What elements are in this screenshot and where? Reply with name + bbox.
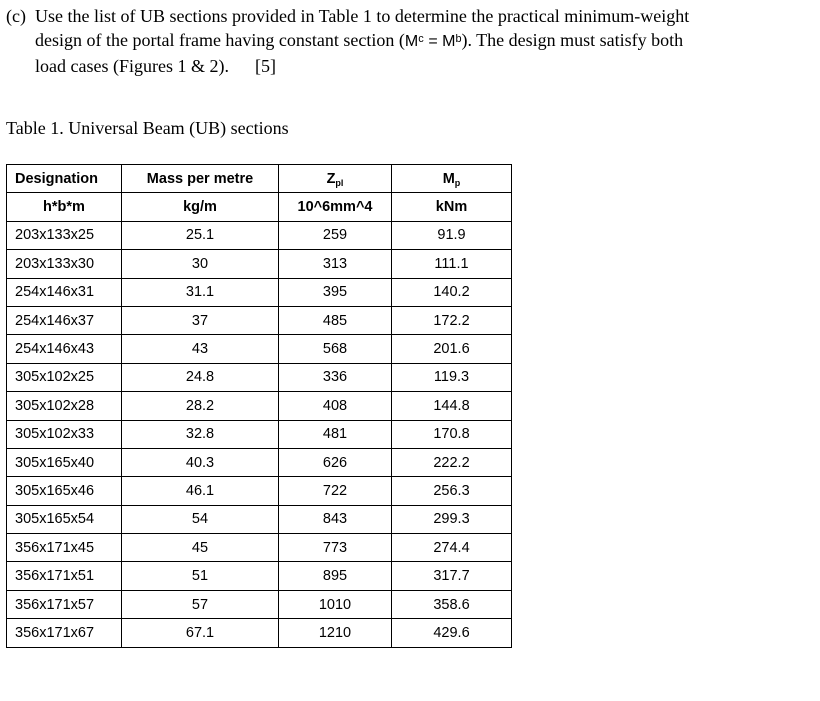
question-text [35, 4, 818, 78]
cell-mp: 170.8 [392, 420, 512, 448]
cell-mass: 43 [122, 335, 279, 363]
table-row [7, 534, 512, 562]
cell-mass: 57 [122, 590, 279, 618]
moment-equality-formula: Mᶜ = Mᵇ [404, 33, 462, 50]
header-mass: Mass per metre [122, 165, 279, 193]
cell-mass: 25.1 [122, 221, 279, 249]
cell-zpl: 408 [279, 392, 392, 420]
question-label: (c) [6, 6, 26, 26]
cell-mass: 30 [122, 250, 279, 278]
table-row [7, 619, 512, 647]
cell-mp: 299.3 [392, 505, 512, 533]
cell-designation: 305x102x33 [7, 420, 122, 448]
question-line-2 [35, 28, 818, 54]
cell-mass: 54 [122, 505, 279, 533]
unit-mp: kNm [392, 193, 512, 221]
cell-mass: 51 [122, 562, 279, 590]
cell-mass: 46.1 [122, 477, 279, 505]
cell-zpl: 485 [279, 306, 392, 334]
cell-zpl: 1210 [279, 619, 392, 647]
cell-designation: 254x146x37 [7, 306, 122, 334]
cell-zpl: 722 [279, 477, 392, 505]
cell-mp: 111.1 [392, 250, 512, 278]
cell-mp: 317.7 [392, 562, 512, 590]
question-line-3-text: load cases (Figures 1 & 2). [35, 56, 229, 76]
table-units-row [7, 193, 512, 221]
header-zpl-main: Z [326, 170, 336, 187]
table-body [7, 221, 512, 647]
cell-zpl: 843 [279, 505, 392, 533]
cell-mass: 40.3 [122, 448, 279, 476]
cell-designation: 203x133x25 [7, 221, 122, 249]
cell-designation: 356x171x57 [7, 590, 122, 618]
table-row [7, 590, 512, 618]
ub-sections-table [6, 164, 512, 648]
cell-designation: 305x165x40 [7, 448, 122, 476]
cell-designation: 305x102x28 [7, 392, 122, 420]
cell-mp: 119.3 [392, 363, 512, 391]
cell-zpl: 1010 [279, 590, 392, 618]
cell-mass: 45 [122, 534, 279, 562]
table-row [7, 477, 512, 505]
table-row [7, 448, 512, 476]
table-row [7, 335, 512, 363]
cell-designation: 305x102x25 [7, 363, 122, 391]
cell-designation: 356x171x51 [7, 562, 122, 590]
cell-mass: 24.8 [122, 363, 279, 391]
cell-zpl: 313 [279, 250, 392, 278]
cell-mp: 201.6 [392, 335, 512, 363]
header-mp-sub: p [454, 177, 461, 188]
cell-mass: 31.1 [122, 278, 279, 306]
cell-zpl: 481 [279, 420, 392, 448]
cell-mass: 37 [122, 306, 279, 334]
cell-mp: 144.8 [392, 392, 512, 420]
cell-mp: 140.2 [392, 278, 512, 306]
unit-designation: h*b*m [7, 193, 122, 221]
cell-mass: 28.2 [122, 392, 279, 420]
cell-designation: 356x171x67 [7, 619, 122, 647]
cell-zpl: 259 [279, 221, 392, 249]
question-line-1: Use the list of UB sections provided in Table 1 to determine the practical minimum-weight [35, 6, 690, 26]
cell-designation: 254x146x31 [7, 278, 122, 306]
cell-zpl: 773 [279, 534, 392, 562]
header-mp-main: M [442, 170, 455, 187]
question-line-2-after: ). The design must satisfy both [461, 30, 684, 50]
question-block [6, 4, 818, 78]
cell-zpl: 568 [279, 335, 392, 363]
table-row [7, 420, 512, 448]
cell-designation: 203x133x30 [7, 250, 122, 278]
cell-mass: 32.8 [122, 420, 279, 448]
cell-zpl: 336 [279, 363, 392, 391]
header-zpl [279, 165, 392, 193]
table-row [7, 392, 512, 420]
cell-designation: 305x165x54 [7, 505, 122, 533]
table-header-row [7, 165, 512, 193]
cell-mp: 91.9 [392, 221, 512, 249]
cell-mp: 358.6 [392, 590, 512, 618]
table-row [7, 221, 512, 249]
table-row [7, 363, 512, 391]
cell-zpl: 626 [279, 448, 392, 476]
unit-zpl: 10^6mm^4 [279, 193, 392, 221]
cell-designation: 305x165x46 [7, 477, 122, 505]
table-row [7, 278, 512, 306]
table-row [7, 505, 512, 533]
question-marks: [5] [254, 56, 276, 76]
table-row [7, 306, 512, 334]
header-designation: Designation [7, 165, 122, 193]
question-line-2-before: design of the portal frame having constant section ( [35, 30, 405, 50]
cell-mp: 256.3 [392, 477, 512, 505]
cell-designation: 356x171x45 [7, 534, 122, 562]
cell-mp: 274.4 [392, 534, 512, 562]
cell-zpl: 395 [279, 278, 392, 306]
cell-mp: 429.6 [392, 619, 512, 647]
question-line-3 [35, 54, 818, 78]
cell-designation: 254x146x43 [7, 335, 122, 363]
cell-mp: 172.2 [392, 306, 512, 334]
header-zpl-sub: pl [335, 177, 344, 188]
cell-zpl: 895 [279, 562, 392, 590]
table-row [7, 562, 512, 590]
table-row [7, 250, 512, 278]
unit-mass: kg/m [122, 193, 279, 221]
cell-mp: 222.2 [392, 448, 512, 476]
header-mp [392, 165, 512, 193]
cell-mass: 67.1 [122, 619, 279, 647]
table-caption: Table 1. Universal Beam (UB) sections [6, 118, 289, 138]
